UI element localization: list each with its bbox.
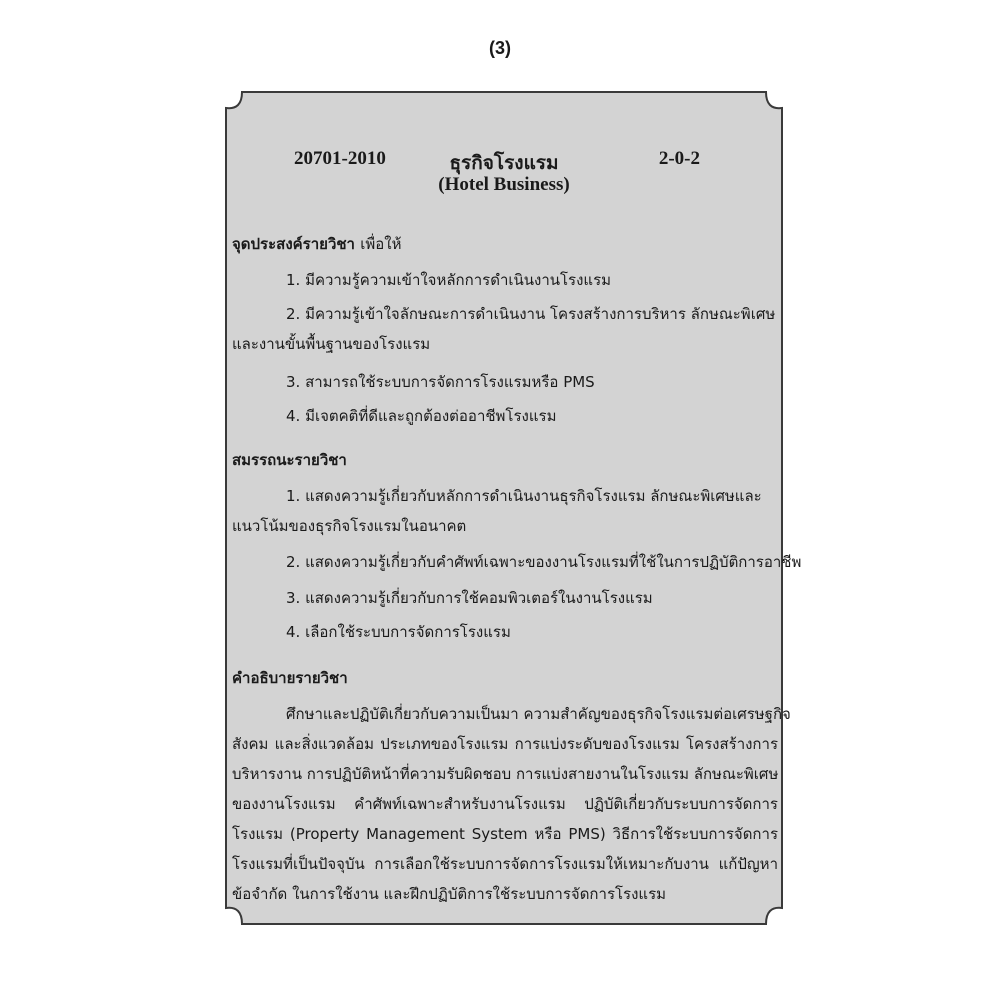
objective-item: 3. สามารถใช้ระบบการจัดการโรงแรมหรือ PMS <box>286 373 595 391</box>
objectives-heading-text: จุดประสงค์รายวิชา <box>232 235 355 253</box>
description-line: สังคม และสิ่งแวดล้อม ประเภทของโรงแรม การแบ่งระดับของโรงแรม โครงสร้างการ <box>232 735 778 753</box>
description-line: บริหารงาน การปฏิบัติหน้าที่ความรับผิดชอบ การแบ่งสายงานในโรงแรม ลักษณะพิเศษ <box>232 765 779 783</box>
objectives-heading-suffix: เพื่อให้ <box>360 235 402 253</box>
course-title-th: ธุรกิจโรงแรม <box>449 153 559 174</box>
competency-item: 4. เลือกใช้ระบบการจัดการโรงแรม <box>286 623 511 641</box>
course-title-en: (Hotel Business) <box>438 174 570 195</box>
description-line: ศึกษาและปฏิบัติเกี่ยวกับความเป็นมา ความสำคัญของธุรกิจโรงแรมต่อเศรษฐกิจ <box>286 705 791 723</box>
objective-item: 2. มีความรู้เข้าใจลักษณะการดำเนินงาน โครงสร้างการบริหาร ลักษณะพิเศษ <box>286 305 776 323</box>
description-heading: คำอธิบายรายวิชา <box>232 669 348 687</box>
description-line: โรงแรม (Property Management System หรือ PMS) วิธีการใช้ระบบการจัดการ <box>232 825 778 843</box>
competency-item: 3. แสดงความรู้เกี่ยวกับการใช้คอมพิวเตอร์ในงานโรงแรม <box>286 589 653 607</box>
course-content <box>230 90 802 926</box>
objective-item: 1. มีความรู้ความเข้าใจหลักการดำเนินงานโรงแรม <box>286 271 612 289</box>
competency-item: 1. แสดงความรู้เกี่ยวกับหลักการดำเนินงานธุรกิจโรงแรม ลักษณะพิเศษและ <box>286 487 762 505</box>
course-credits: 2-0-2 <box>658 148 700 169</box>
objectives-heading <box>232 232 401 256</box>
description-line: ข้อจำกัด ในการใช้งาน และฝึกปฏิบัติการใช้ระบบการจัดการโรงแรม <box>232 885 667 903</box>
description-line: ของงานโรงแรม คำศัพท์เฉพาะสำหรับงานโรงแรม ปฏิบัติเกี่ยวกับระบบการจัดการ <box>232 795 778 813</box>
competency-item: 2. แสดงความรู้เกี่ยวกับคำศัพท์เฉพาะของงานโรงแรมที่ใช้ในการปฏิบัติการอาชีพ <box>286 553 802 571</box>
competency-item-continuation: แนวโน้มของธุรกิจโรงแรมในอนาคต <box>232 517 467 535</box>
objective-item: 4. มีเจตคติที่ดีและถูกต้องต่ออาชีพโรงแรม <box>286 407 557 425</box>
description-line: โรงแรมที่เป็นปัจจุบัน การเลือกใช้ระบบการจัดการโรงแรมให้เหมาะกับงาน แก้ปัญหา <box>232 855 778 873</box>
objective-item-continuation: และงานขั้นพื้นฐานของโรงแรม <box>232 335 431 353</box>
course-code: 20701-2010 <box>294 148 386 169</box>
competencies-heading: สมรรถนะรายวิชา <box>232 451 347 469</box>
page-number: (3) <box>489 38 511 58</box>
